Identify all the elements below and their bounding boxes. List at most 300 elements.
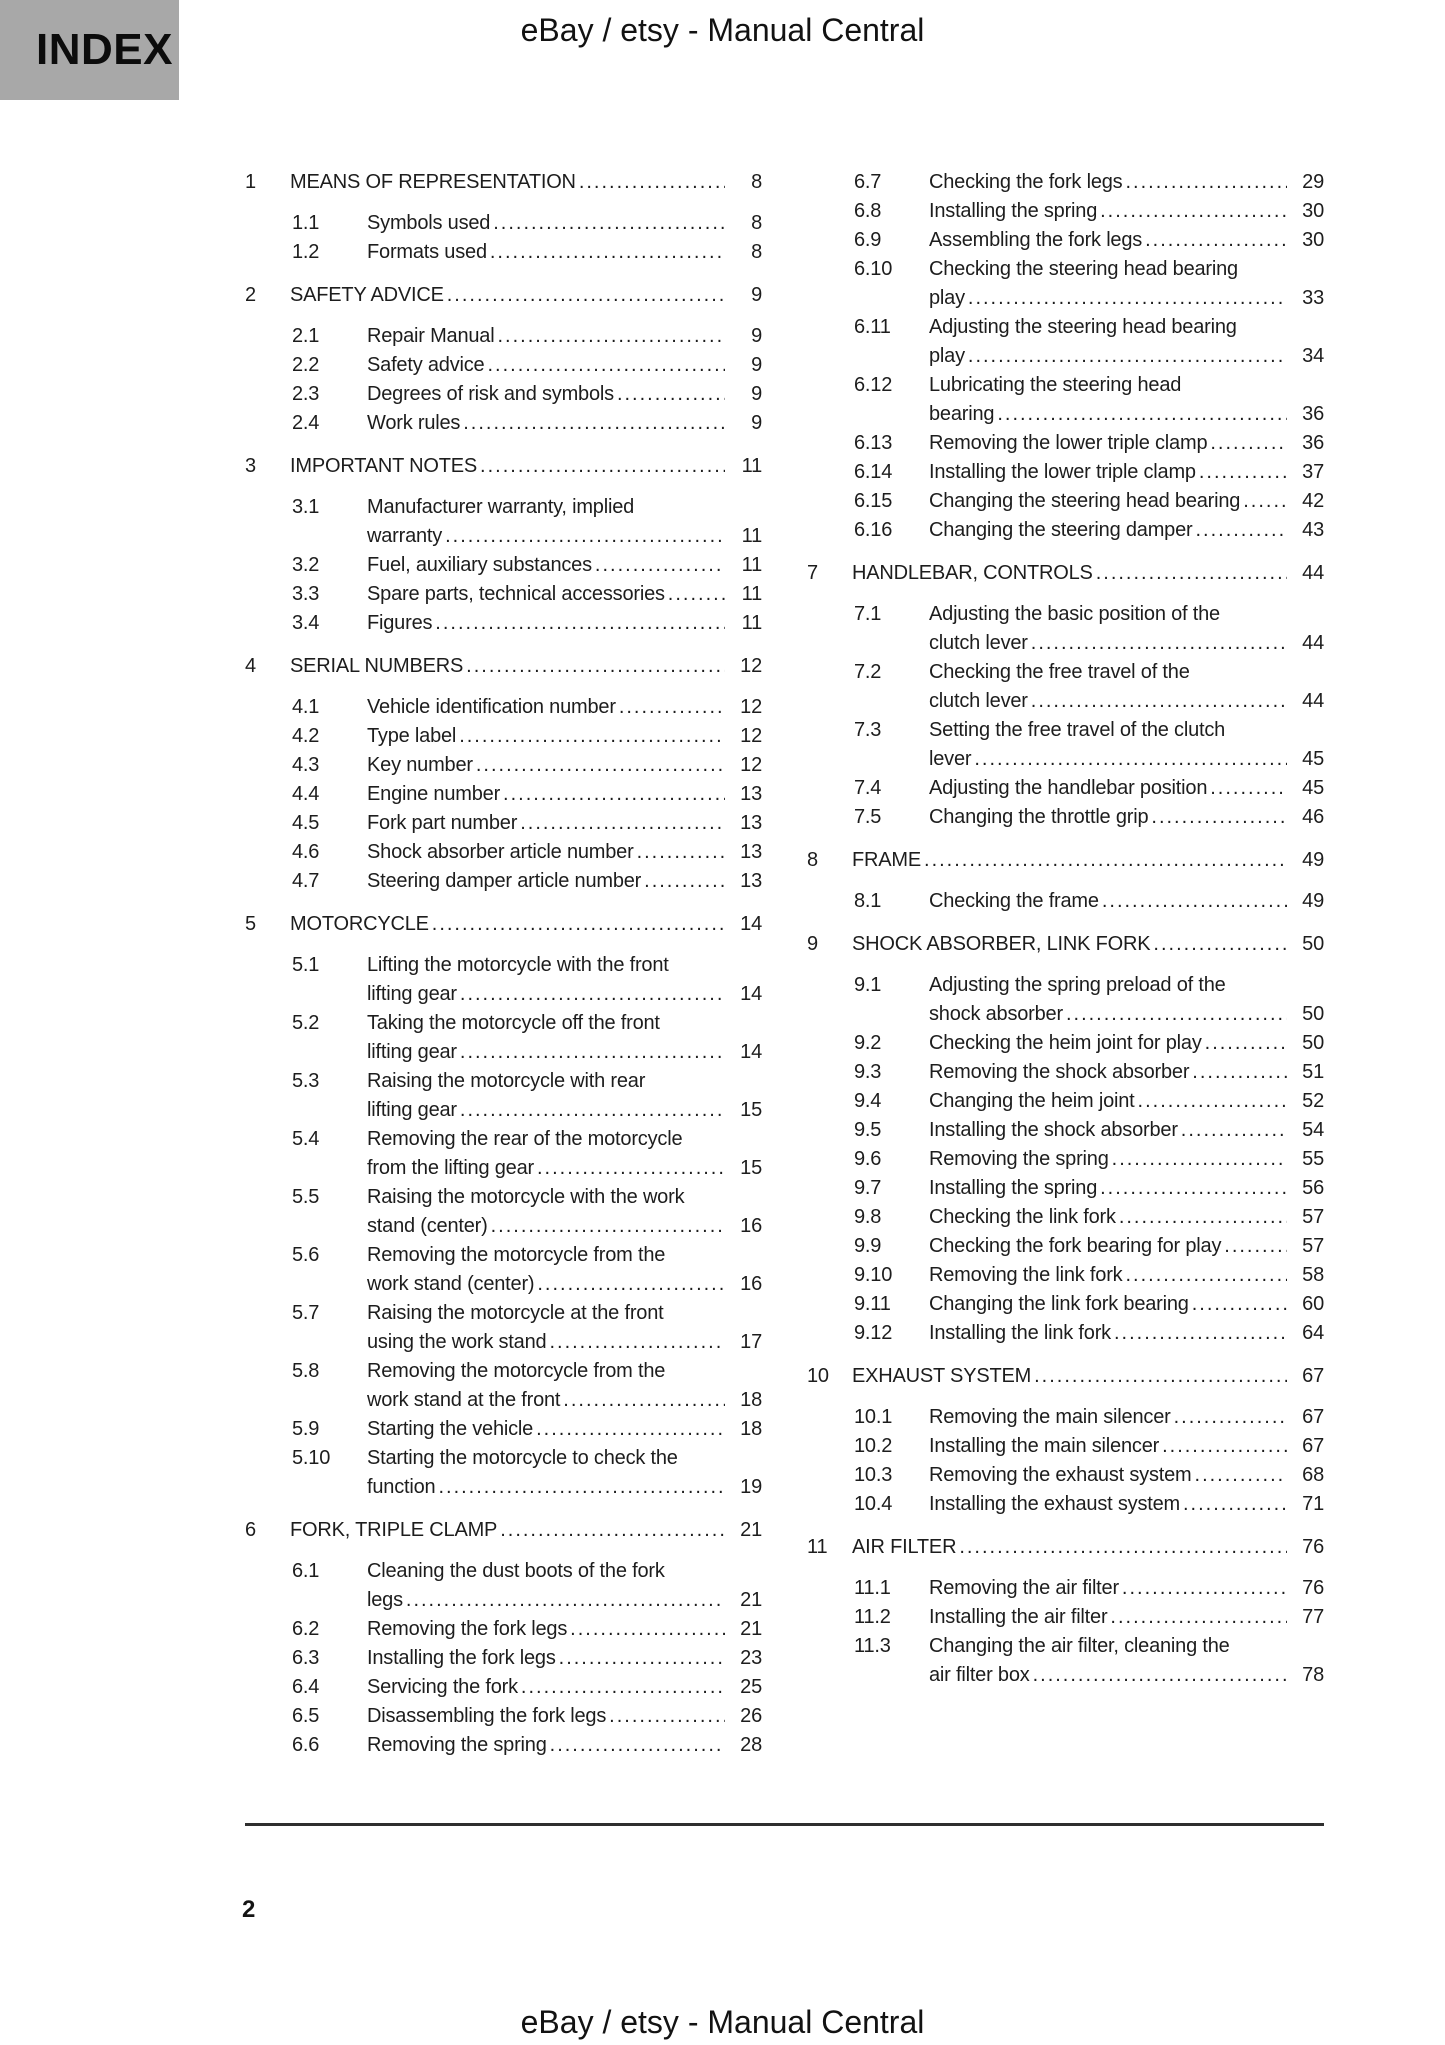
dot-leader (1033, 1661, 1287, 1690)
toc-entry-text: Changing the steering head bearing (929, 490, 1241, 512)
toc-entry-number: 5.7 (292, 1302, 320, 1324)
toc-entry-number: 9.3 (854, 1061, 882, 1083)
dot-leader (579, 168, 725, 197)
toc-section-entry (245, 1673, 762, 1702)
toc-entry-body (367, 609, 762, 638)
toc-entry-body (367, 1702, 762, 1731)
dot-leader (668, 580, 725, 609)
toc-entry-body (929, 971, 1324, 1029)
toc-entry-text: clutch lever (929, 690, 1028, 712)
dot-leader (1210, 429, 1287, 458)
dot-leader (1122, 1574, 1287, 1603)
toc-entry-page: 51 (1302, 1061, 1324, 1083)
toc-entry-body (367, 580, 762, 609)
toc-entry-text: Starting the vehicle (367, 1418, 534, 1440)
toc-section-entry (807, 1145, 1324, 1174)
toc-entry-text: Taking the motorcycle off the front (367, 1012, 660, 1034)
toc-entry-text: Engine number (367, 783, 501, 805)
dot-leader (959, 1533, 1287, 1562)
toc-section-entry (245, 1415, 762, 1444)
toc-section-entry (807, 226, 1324, 255)
toc-entry-page: 21 (740, 1519, 762, 1541)
toc-entry-page: 50 (1302, 933, 1324, 955)
dot-leader (459, 722, 725, 751)
toc-chapter-entry (245, 910, 762, 939)
toc-entry-page: 33 (1302, 287, 1324, 309)
toc-entry-body (852, 1362, 1324, 1391)
toc-entry-lead-row (367, 322, 762, 351)
toc-entry-number: 9.5 (854, 1119, 882, 1141)
toc-entry-page: 45 (1302, 748, 1324, 770)
toc-entry-lead-row (929, 400, 1324, 429)
toc-entry-body (929, 429, 1324, 458)
toc-entry-page: 13 (740, 841, 762, 863)
toc-entry-number: 9.9 (854, 1235, 882, 1257)
toc-entry-page: 19 (740, 1476, 762, 1498)
toc-entry-lead-row (929, 629, 1324, 658)
toc-entry-lead-row (367, 380, 762, 409)
toc-entry-number: 11.1 (854, 1577, 891, 1599)
toc-entry-number: 5.5 (292, 1186, 320, 1208)
dot-leader (432, 910, 725, 939)
toc-entry-number: 2.3 (292, 383, 320, 405)
toc-entry-body (367, 867, 762, 896)
toc-entry-text: Starting the motorcycle to check the (367, 1447, 678, 1469)
toc-entry-lead-row (929, 1403, 1324, 1432)
toc-entry-lead-row (367, 780, 762, 809)
toc-entry-page: 52 (1302, 1090, 1324, 1112)
toc-entry-lead-row (367, 209, 762, 238)
toc-entry-body (929, 1603, 1324, 1632)
toc-entry-text: SHOCK ABSORBER, LINK FORK (852, 933, 1151, 955)
toc-entry-number: 9.8 (854, 1206, 882, 1228)
toc-entry-lead-row (929, 1661, 1324, 1690)
toc-entry-number: 4.5 (292, 812, 320, 834)
toc-entry-number: 2.4 (292, 412, 320, 434)
toc-section-entry (807, 1029, 1324, 1058)
toc-entry-text: lifting gear (367, 1099, 457, 1121)
dot-leader (1145, 226, 1287, 255)
toc-entry-text: Adjusting the basic position of the (929, 603, 1220, 625)
toc-entry-text: Raising the motorcycle at the front (367, 1302, 664, 1324)
dot-leader (537, 1270, 725, 1299)
toc-section-entry (807, 429, 1324, 458)
toc-entry-lead-row (929, 745, 1324, 774)
toc-section-entry (807, 1174, 1324, 1203)
toc-entry-text: FORK, TRIPLE CLAMP (290, 1519, 498, 1541)
toc-entry-text: lever (929, 748, 972, 770)
toc-section-entry (807, 1403, 1324, 1432)
toc-entry-body (929, 1145, 1324, 1174)
toc-entry-body (367, 1731, 762, 1760)
toc-section-entry (245, 722, 762, 751)
toc-entry-lead-row (367, 751, 762, 780)
toc-entry-text: Installing the link fork (929, 1322, 1111, 1344)
toc-entry-lead-row (367, 1473, 762, 1502)
dot-leader (460, 1038, 725, 1067)
toc-entry-text: Disassembling the fork legs (367, 1705, 607, 1727)
dot-leader (1195, 516, 1287, 545)
toc-entry-number: 9 (807, 933, 818, 955)
toc-entry-body (929, 1087, 1324, 1116)
toc-entry-page: 45 (1302, 777, 1324, 799)
toc-entry-text: Adjusting the spring preload of the (929, 974, 1226, 996)
toc-chapter-entry (245, 281, 762, 310)
toc-entry-text: MEANS OF REPRESENTATION (290, 171, 576, 193)
toc-section-entry (807, 255, 1324, 313)
toc-entry-text: Installing the main silencer (929, 1435, 1160, 1457)
toc-entry-number: 9.1 (854, 974, 882, 996)
toc-section-entry (807, 971, 1324, 1029)
dot-leader (500, 1516, 725, 1545)
table-of-contents (245, 168, 1324, 1760)
toc-entry-body (290, 281, 762, 310)
toc-entry-lead-row (367, 1212, 762, 1241)
toc-entry-number: 1 (245, 171, 256, 193)
dot-leader (559, 1644, 725, 1673)
toc-entry-body (929, 1174, 1324, 1203)
toc-entry-page: 56 (1302, 1177, 1324, 1199)
toc-entry-body (929, 1116, 1324, 1145)
toc-entry-number: 6.4 (292, 1676, 320, 1698)
toc-entry-text: shock absorber (929, 1003, 1063, 1025)
toc-chapter-entry (807, 559, 1324, 588)
dot-leader (521, 1673, 725, 1702)
toc-entry-page: 30 (1302, 200, 1324, 222)
dot-leader (997, 400, 1287, 429)
dot-leader (1192, 1290, 1287, 1319)
toc-entry-number: 3.2 (292, 554, 320, 576)
toc-entry-text: Setting the free travel of the clutch (929, 719, 1226, 741)
toc-entry-body (367, 551, 762, 580)
toc-section-entry (807, 458, 1324, 487)
toc-section-entry (245, 351, 762, 380)
dot-leader (595, 551, 725, 580)
toc-section-entry (807, 774, 1324, 803)
toc-entry-number: 7.3 (854, 719, 882, 741)
toc-section-entry (807, 1574, 1324, 1603)
toc-entry-number: 2.1 (292, 325, 320, 347)
dot-leader (974, 745, 1287, 774)
dot-leader (497, 322, 725, 351)
toc-entry-lead-row (929, 1290, 1324, 1319)
toc-entry-page: 11 (741, 583, 762, 605)
toc-entry-lead-row (929, 226, 1324, 255)
toc-entry-lead-row (929, 1058, 1324, 1087)
toc-entry-lead-row (929, 887, 1324, 916)
dot-leader (1125, 168, 1287, 197)
toc-entry-lead-row (367, 1615, 762, 1644)
toc-section-entry (807, 1603, 1324, 1632)
toc-entry-text: Removing the shock absorber (929, 1061, 1190, 1083)
toc-section-entry (807, 1087, 1324, 1116)
toc-entry-body (367, 809, 762, 838)
toc-entry-number: 6.7 (854, 171, 882, 193)
toc-entry-body (929, 313, 1324, 371)
toc-section-entry (245, 609, 762, 638)
toc-entry-text: from the lifting gear (367, 1157, 534, 1179)
toc-entry-page: 12 (740, 696, 762, 718)
toc-entry-text: Installing the exhaust system (929, 1493, 1180, 1515)
toc-entry-text: work stand at the front (367, 1389, 561, 1411)
toc-entry-body (929, 600, 1324, 658)
toc-entry-text: Raising the motorcycle with the work (367, 1186, 685, 1208)
toc-entry-number: 4.3 (292, 754, 320, 776)
dot-leader (1031, 687, 1287, 716)
toc-entry-text: bearing (929, 403, 995, 425)
toc-section-entry (245, 493, 762, 551)
dot-leader (1114, 1319, 1287, 1348)
toc-entry-body (367, 722, 762, 751)
dot-leader (537, 1154, 725, 1183)
toc-entry-body (929, 1261, 1324, 1290)
toc-entry-number: 11.3 (854, 1635, 891, 1657)
dot-leader (968, 284, 1287, 313)
toc-entry-number: 11.2 (854, 1606, 891, 1628)
toc-entry-text: Removing the fork legs (367, 1618, 568, 1640)
toc-entry-text: Shock absorber article number (367, 841, 634, 863)
toc-entry-body (929, 1461, 1324, 1490)
dot-leader (460, 980, 725, 1009)
toc-entry-lead-row (929, 1261, 1324, 1290)
dot-leader (1224, 1232, 1287, 1261)
toc-entry-text: clutch lever (929, 632, 1028, 654)
toc-entry-page: 21 (740, 1589, 762, 1611)
toc-entry-number: 6.8 (854, 200, 882, 222)
toc-entry-page: 43 (1302, 519, 1324, 541)
toc-entry-text: Checking the fork legs (929, 171, 1123, 193)
toc-entry-lead-row (852, 930, 1324, 959)
toc-entry-lead-row (929, 168, 1324, 197)
toc-entry-body (367, 1009, 762, 1067)
toc-entry-body (367, 1067, 762, 1125)
toc-entry-lead-row (367, 1586, 762, 1615)
toc-entry-number: 9.2 (854, 1032, 882, 1054)
toc-section-entry (245, 867, 762, 896)
toc-section-entry (807, 887, 1324, 916)
toc-entry-number: 7.4 (854, 777, 882, 799)
toc-entry-page: 13 (740, 783, 762, 805)
toc-entry-lead-row (367, 722, 762, 751)
toc-entry-text: AIR FILTER (852, 1536, 957, 1558)
toc-section-entry (245, 693, 762, 722)
toc-entry-number: 7.1 (854, 603, 882, 625)
dot-leader (1034, 1362, 1287, 1391)
toc-entry-page: 11 (741, 554, 762, 576)
toc-entry-number: 6.9 (854, 229, 882, 251)
toc-entry-body (929, 1432, 1324, 1461)
toc-entry-number: 9.6 (854, 1148, 882, 1170)
toc-section-entry (245, 580, 762, 609)
toc-section-entry (245, 1125, 762, 1183)
toc-entry-lead-row (367, 1673, 762, 1702)
toc-entry-text: Cleaning the dust boots of the fork (367, 1560, 665, 1582)
toc-section-entry (807, 1203, 1324, 1232)
toc-entry-body (929, 1203, 1324, 1232)
toc-entry-page: 13 (740, 812, 762, 834)
toc-section-entry (807, 1490, 1324, 1519)
toc-entry-body (367, 1415, 762, 1444)
toc-section-entry (245, 238, 762, 267)
dot-leader (1210, 774, 1287, 803)
toc-entry-lead-row (929, 774, 1324, 803)
toc-entry-number: 6.10 (854, 258, 893, 280)
toc-entry-text: Checking the link fork (929, 1206, 1116, 1228)
toc-entry-body (929, 487, 1324, 516)
toc-section-entry (245, 409, 762, 438)
toc-entry-lead-row (929, 1574, 1324, 1603)
toc-entry-page: 29 (1302, 171, 1324, 193)
toc-entry-lead-row (929, 1000, 1324, 1029)
toc-section-entry (807, 516, 1324, 545)
dot-leader (1243, 487, 1287, 516)
toc-entry-page: 16 (740, 1273, 762, 1295)
toc-entry-number: 4 (245, 655, 256, 677)
toc-entry-page: 9 (751, 354, 762, 376)
toc-entry-text: Removing the main silencer (929, 1406, 1171, 1428)
toc-entry-number: 9.7 (854, 1177, 882, 1199)
toc-entry-number: 5.8 (292, 1360, 320, 1382)
toc-entry-page: 37 (1302, 461, 1324, 483)
toc-entry-lead-row (367, 238, 762, 267)
toc-section-entry (807, 1058, 1324, 1087)
toc-entry-number: 6 (245, 1519, 256, 1541)
toc-entry-page: 77 (1302, 1606, 1324, 1628)
toc-section-entry (807, 1432, 1324, 1461)
dot-leader (1100, 1174, 1287, 1203)
toc-entry-text: Figures (367, 612, 433, 634)
toc-entry-lead-row (290, 910, 762, 939)
toc-section-entry (245, 1644, 762, 1673)
dot-leader (644, 867, 725, 896)
dot-leader (1153, 930, 1287, 959)
toc-entry-lead-row (929, 1203, 1324, 1232)
toc-entry-body (367, 838, 762, 867)
toc-entry-text: lifting gear (367, 983, 457, 1005)
toc-entry-text: Installing the spring (929, 200, 1098, 222)
toc-entry-text: Removing the rear of the motorcycle (367, 1128, 683, 1150)
toc-entry-number: 7 (807, 562, 818, 584)
toc-entry-page: 26 (740, 1705, 762, 1727)
toc-entry-lead-row (929, 284, 1324, 313)
toc-section-entry (807, 600, 1324, 658)
toc-section-entry (245, 1067, 762, 1125)
toc-chapter-entry (245, 652, 762, 681)
toc-entry-body (367, 1241, 762, 1299)
toc-entry-lead-row (929, 1461, 1324, 1490)
toc-entry-text: Adjusting the steering head bearing (929, 316, 1237, 338)
toc-entry-body (290, 652, 762, 681)
toc-entry-page: 36 (1302, 432, 1324, 454)
dot-leader (550, 1731, 725, 1760)
dot-leader (466, 652, 725, 681)
toc-entry-number: 9.12 (854, 1322, 893, 1344)
toc-entry-lead-row (929, 487, 1324, 516)
toc-entry-page: 67 (1302, 1365, 1324, 1387)
toc-entry-text: play (929, 287, 965, 309)
toc-entry-body (367, 1444, 762, 1502)
dot-leader (491, 1212, 725, 1241)
toc-entry-text: legs (367, 1589, 403, 1611)
toc-entry-page: 12 (740, 754, 762, 776)
toc-entry-body (852, 1533, 1324, 1562)
dot-leader (1181, 1116, 1287, 1145)
toc-entry-body (367, 751, 762, 780)
toc-entry-lead-row (367, 1270, 762, 1299)
toc-entry-lead-row (367, 867, 762, 896)
toc-entry-text: Installing the spring (929, 1177, 1098, 1199)
toc-section-entry (807, 716, 1324, 774)
toc-entry-number: 6.5 (292, 1705, 320, 1727)
toc-entry-page: 46 (1302, 806, 1324, 828)
toc-entry-page: 44 (1302, 562, 1324, 584)
toc-entry-lead-row (852, 1362, 1324, 1391)
dot-leader (924, 846, 1287, 875)
toc-column-right (807, 168, 1324, 1760)
toc-entry-page: 54 (1302, 1119, 1324, 1141)
toc-entry-page: 67 (1302, 1406, 1324, 1428)
toc-entry-text: Removing the lower triple clamp (929, 432, 1208, 454)
toc-entry-text: Key number (367, 754, 473, 776)
toc-section-entry (807, 197, 1324, 226)
dot-leader (549, 1328, 725, 1357)
toc-section-entry (245, 209, 762, 238)
toc-entry-text: Removing the motorcycle from the (367, 1360, 666, 1382)
toc-entry-number: 10.3 (854, 1464, 893, 1486)
toc-entry-text: SAFETY ADVICE (290, 284, 444, 306)
toc-entry-text: IMPORTANT NOTES (290, 455, 478, 477)
toc-entry-text: Servicing the fork (367, 1676, 518, 1698)
toc-entry-text: Spare parts, technical accessories (367, 583, 665, 605)
toc-entry-text: Checking the frame (929, 890, 1099, 912)
toc-entry-page: 78 (1302, 1664, 1324, 1686)
dot-leader (447, 281, 725, 310)
toc-entry-lead-row (367, 609, 762, 638)
toc-entry-number: 7.2 (854, 661, 882, 683)
toc-column-left (245, 168, 762, 1760)
toc-entry-number: 5.2 (292, 1012, 320, 1034)
toc-entry-lead-row (290, 452, 762, 481)
toc-section-entry (807, 1232, 1324, 1261)
toc-entry-lead-row (367, 409, 762, 438)
dot-leader (1192, 1058, 1287, 1087)
toc-entry-body (929, 1490, 1324, 1519)
toc-chapter-entry (245, 1516, 762, 1545)
toc-entry-body (929, 1290, 1324, 1319)
dot-leader (1125, 1261, 1287, 1290)
toc-section-entry (807, 168, 1324, 197)
toc-entry-lead-row (367, 980, 762, 1009)
toc-entry-page: 14 (740, 913, 762, 935)
dot-leader (480, 452, 725, 481)
toc-entry-page: 42 (1302, 490, 1324, 512)
toc-section-entry (807, 803, 1324, 832)
toc-entry-body (367, 1299, 762, 1357)
dot-leader (490, 238, 725, 267)
toc-entry-text: Changing the steering damper (929, 519, 1193, 541)
toc-section-entry (245, 1183, 762, 1241)
dot-leader (1138, 1087, 1287, 1116)
toc-section-entry (807, 313, 1324, 371)
page-header-title: eBay / etsy - Manual Central (520, 12, 925, 48)
page-number: 2 (242, 1896, 256, 1923)
toc-section-entry (245, 1444, 762, 1502)
toc-section-entry (245, 322, 762, 351)
toc-entry-body (929, 1403, 1324, 1432)
toc-entry-lead-row (367, 1731, 762, 1760)
toc-entry-text: SERIAL NUMBERS (290, 655, 464, 677)
toc-entry-text: Changing the throttle grip (929, 806, 1149, 828)
